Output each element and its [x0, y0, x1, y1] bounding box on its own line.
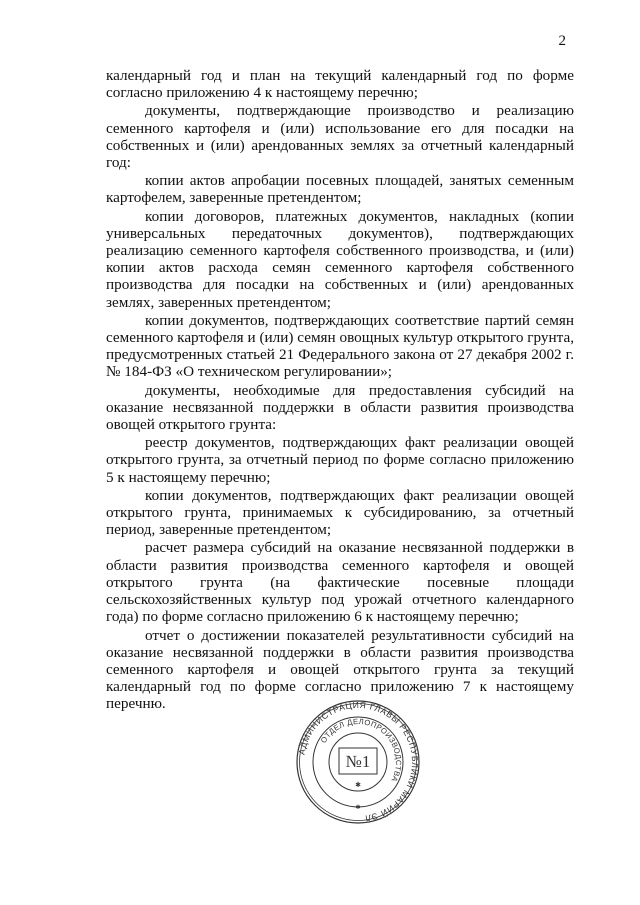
document-body [106, 67, 574, 714]
paragraph: отчет о достижении показателей результативности субсидий на оказание несвязанной поддержки в области развития производства семенного картофеля и овощей открытого грунта за текущий календарный год по форме согласно приложению 7 к настоящему перечню. [106, 626, 574, 713]
paragraph: копии договоров, платежных документов, накладных (копии универсальных передаточных документов), подтверждающих реализацию семенного картофеля собственного производства, и (или) копии актов расхода семян семенного картофеля собственного производства для посадки на собственных и (или) арендованных землях, заверенных претендентом; [106, 207, 574, 311]
paragraph: календарный год и план на текущий календарный год по форме согласно приложению 4 к настоящему перечню; [106, 67, 574, 102]
page-number: 2 [558, 33, 566, 49]
stamp-star-icon: ✱ [355, 781, 361, 789]
paragraph: расчет размера субсидий на оказание несвязанной поддержки в области развития производства семенного картофеля и овощей открытого грунта (на фактические посевные площади сельскохозяйственных культур под урожай отчетного календарного года) по форме согласно приложению 6 к настоящему перечню; [106, 539, 574, 626]
stamp-inner-text: ОТДЕЛ ДЕЛОПРОИЗВОДСТВА [318, 716, 404, 784]
paragraph: документы, необходимые для предоставления субсидий на оказание несвязанной поддержки в области развития производства овощей открытого грунта: [106, 381, 574, 434]
paragraph: документы, подтверждающие производство и реализацию семенного картофеля и (или) использование его для посадки на собственных и (или) арендованных землях за отчетный календарный год: [106, 102, 574, 172]
stamp-outer-text: АДМИНИСТРАЦИЯ ГЛАВЫ РЕСПУБЛИКИ МАРИЙ ЭЛ [296, 700, 420, 824]
paragraph: копии документов, подтверждающих факт реализации овощей открытого грунта, принимаемых к субсидированию, за отчетный период, заверенные претендентом; [106, 486, 574, 539]
paragraph: реестр документов, подтверждающих факт реализации овощей открытого грунта, за отчетный период по форме согласно приложению 5 к настоящему перечню; [106, 434, 574, 486]
paragraph: копии документов, подтверждающих соответствие партий семян семенного картофеля и (или) семян овощных культур открытого грунта, предусмотренных статьей 21 Федерального закона от 27 декабря 2002 г. № 184-ФЗ «О техническом регулировании»; [106, 311, 574, 381]
stamp-number: №1 [345, 752, 371, 771]
stamp-seal-icon [296, 700, 420, 824]
paragraph: копии актов апробации посевных площадей, занятых семенным картофелем, заверенные претендентом; [106, 172, 574, 207]
stamp-bottom-star-icon: ✱ [355, 804, 361, 811]
official-stamp [296, 700, 420, 824]
